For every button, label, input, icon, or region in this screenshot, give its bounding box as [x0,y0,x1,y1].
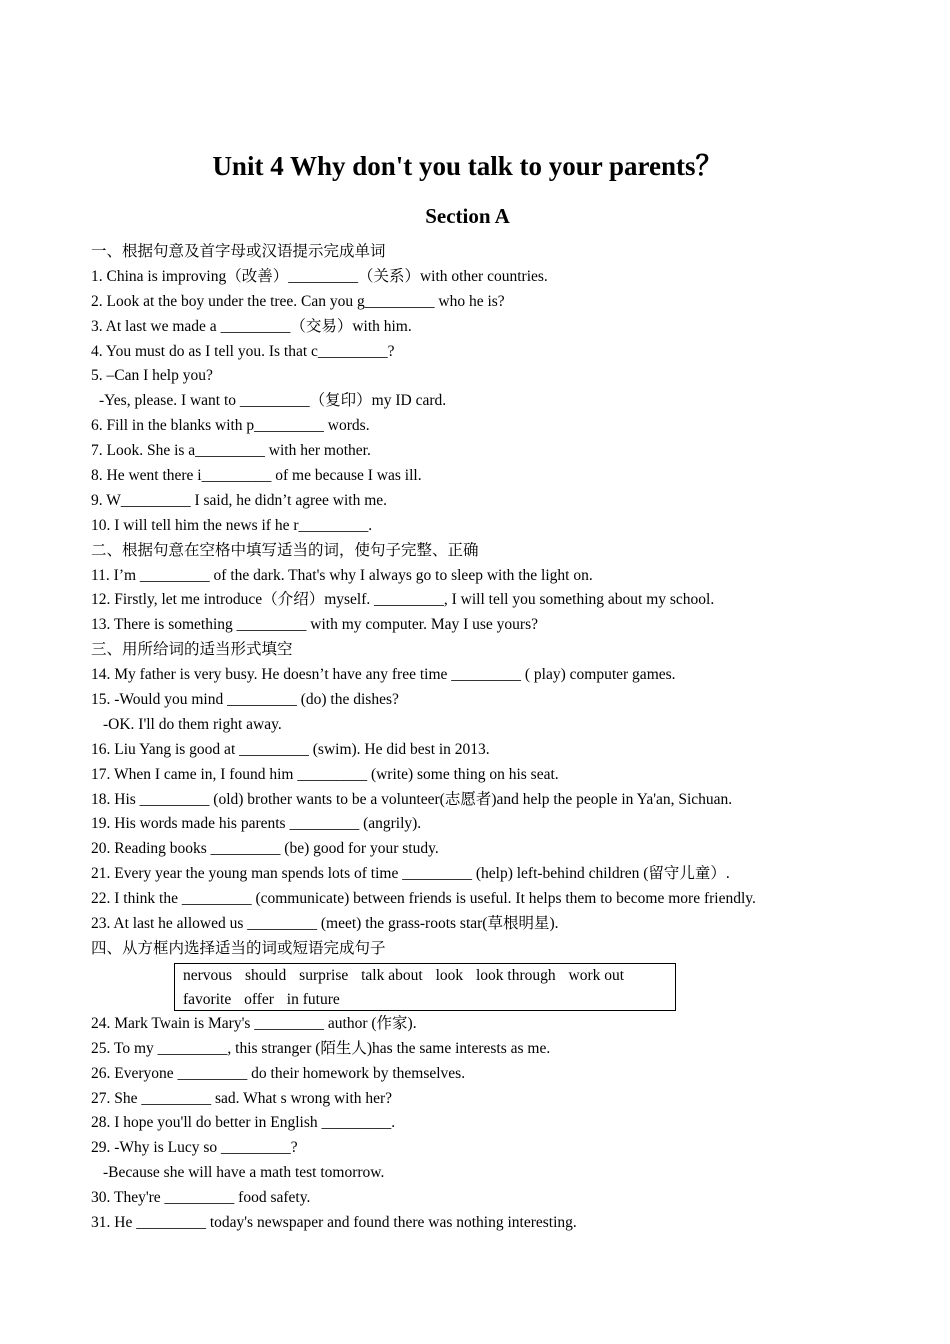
question-19: 19. His words made his parents _________ (angrily). [91,815,422,833]
question-10: 10. I will tell him the news if he r_________. [91,516,373,534]
word-option: should [244,966,287,984]
word-box-row [91,962,891,1012]
question-27: 27. She _________ sad. What s wrong with her? [91,1089,393,1107]
question-16: 16. Liu Yang is good at _________ (swim). He did best in 2013. [91,740,490,758]
question-3: 3. At last we made a _________（交易）with him. [91,317,412,335]
question-13: 13. There is something _________ with my computer. May I use yours? [91,616,539,634]
word-option: offer [244,990,274,1008]
question-5: 5. –Can I help you? [91,367,213,385]
part-4-heading: 四、从方框内选择适当的词或短语完成句子 [91,939,386,957]
question-21: 21. Every year the young man spends lots of time _________ (help) left-behind children (留守儿童）. [91,865,730,883]
question-6: 6. Fill in the blanks with p_________ words. [91,417,370,435]
question-5-reply: -Yes, please. I want to _________（复印）my ID card. [99,392,447,410]
question-11: 11. I’m _________ of the dark. That's why I always go to sleep with the light on. [91,566,593,584]
question-26: 26. Everyone _________ do their homework by themselves. [91,1064,466,1082]
word-box [174,963,676,1011]
word-option: favorite [183,990,232,1008]
question-1: 1. China is improving（改善）_________（关系）with other countries. [91,267,548,285]
word-box-line-1 [183,964,667,988]
word-option: work out [568,966,625,984]
question-25: 25. To my _________, this stranger (陌生人)has the same interests as me. [91,1039,551,1057]
question-14: 14. My father is very busy. He doesn’t have any free time _________ ( play) computer games. [91,666,676,684]
question-12: 12. Firstly, let me introduce（介绍）myself. _________, I will tell you something about my school. [91,591,715,609]
part-2-heading: 二、根据句意在空格中填写适当的词，使句子完整、正确 [91,541,479,559]
question-15: 15. -Would you mind _________ (do) the dishes? [91,691,399,709]
word-option: nervous [183,966,233,984]
question-24: 24. Mark Twain is Mary's _________ author (作家). [91,1014,417,1032]
word-box-line-2 [183,988,667,1012]
page-title: Unit 4 Why don't you talk to your parents？ [212,151,723,181]
question-7: 7. Look. She is a_________ with her mother. [91,442,371,460]
question-9: 9. W_________ I said, he didn’t agree with me. [91,491,388,509]
word-option: look [435,966,464,984]
part-3-heading: 三、用所给词的适当形式填空 [91,641,293,659]
question-15-reply: -OK. I'll do them right away. [103,715,282,733]
part-1-heading: 一、根据句意及首字母或汉语提示完成单词 [91,243,386,260]
question-20: 20. Reading books _________ (be) good for your study. [91,840,439,858]
question-17: 17. When I came in, I found him _________ (write) some thing on his seat. [91,765,559,783]
question-29: 29. -Why is Lucy so _________? [91,1139,298,1157]
question-18: 18. His _________ (old) brother wants to be a volunteer(志愿者)and help the people in Ya'an, Sichuan. [91,790,733,808]
question-4: 4. You must do as I tell you. Is that c_________? [91,342,395,360]
word-option: surprise [299,966,349,984]
question-2: 2. Look at the boy under the tree. Can you g_________ who he is? [91,292,505,310]
word-option: talk about [361,966,423,984]
question-31: 31. He _________ today's newspaper and found there was nothing interesting. [91,1213,577,1231]
question-22: 22. I think the _________ (communicate) between friends is useful. It helps them to become more friendly. [91,890,756,908]
question-8: 8. He went there i_________ of me because I was ill. [91,467,422,485]
question-29-reply: -Because she will have a math test tomorrow. [103,1164,385,1182]
question-23: 23. At last he allowed us _________ (meet) the grass-roots star(草根明星). [91,915,559,933]
exercise-content [91,240,891,1236]
question-28: 28. I hope you'll do better in English _________. [91,1114,396,1132]
question-30: 30. They're _________ food safety. [91,1189,311,1207]
word-option: look through [476,966,556,984]
section-title: Section A [425,204,510,228]
word-option: in future [286,990,340,1008]
